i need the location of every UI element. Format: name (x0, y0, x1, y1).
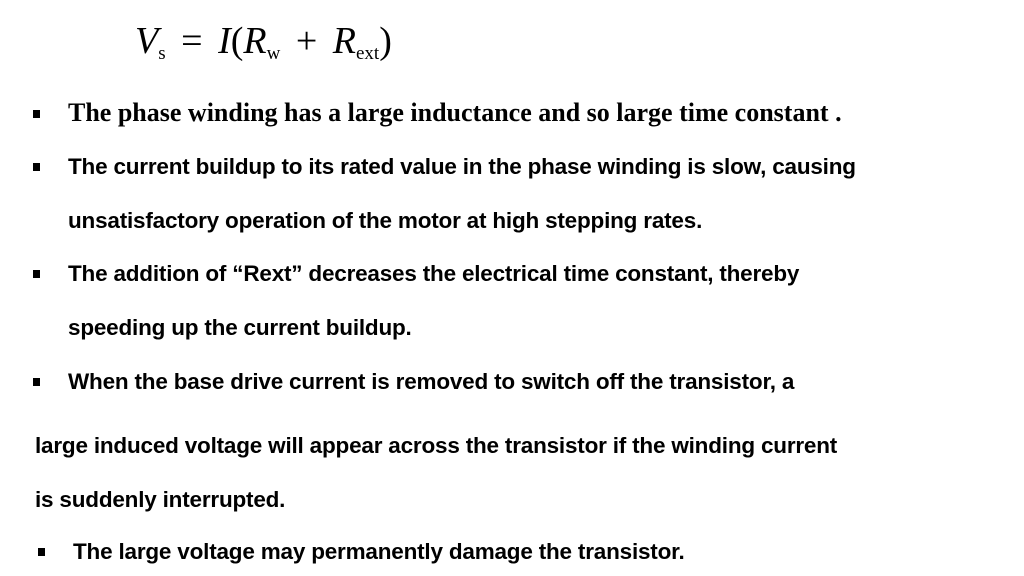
bullet-text-base-drive-continued-2: is suddenly interrupted. (35, 487, 286, 512)
bullet-text-base-drive: When the base drive current is removed to switch off the transistor, a (68, 369, 795, 394)
bullet-icon (33, 270, 40, 278)
bullet-icon (33, 378, 40, 386)
plus-sign: + (295, 20, 318, 62)
voltage-subscript: s (158, 43, 166, 64)
current-symbol: I (218, 20, 231, 62)
external-resistance-symbol: R (332, 20, 356, 62)
winding-resistance-subscript: w (266, 43, 281, 64)
bullet-text-base-drive-continued: large induced voltage will appear across the transistor if the winding current (35, 433, 838, 458)
voltage-symbol: V (135, 20, 159, 62)
bullet-icon (38, 548, 45, 556)
equals-sign: = (181, 20, 203, 62)
bullet-text-damage: The large voltage may permanently damage the transistor. (73, 539, 685, 564)
bullet-icon (33, 110, 40, 118)
bullet-text-time-constant: The phase winding has a large inductance and so large time constant . (68, 98, 842, 127)
open-paren: ( (230, 20, 244, 62)
bullet-text-rext: The addition of “Rext” decreases the electrical time constant, thereby (68, 261, 800, 286)
bullet-text-slow-buildup: The current buildup to its rated value in the phase winding is slow, causing (68, 154, 856, 179)
winding-resistance-symbol: R (243, 20, 267, 62)
close-paren: ) (379, 20, 392, 62)
bullet-text-rext-continued: speeding up the current buildup. (68, 315, 412, 340)
external-resistance-subscript: ext (355, 43, 380, 64)
bullet-icon (33, 163, 40, 171)
bullet-text-slow-buildup-continued: unsatisfactory operation of the motor at high stepping rates. (68, 208, 703, 233)
voltage-equation (135, 16, 392, 66)
